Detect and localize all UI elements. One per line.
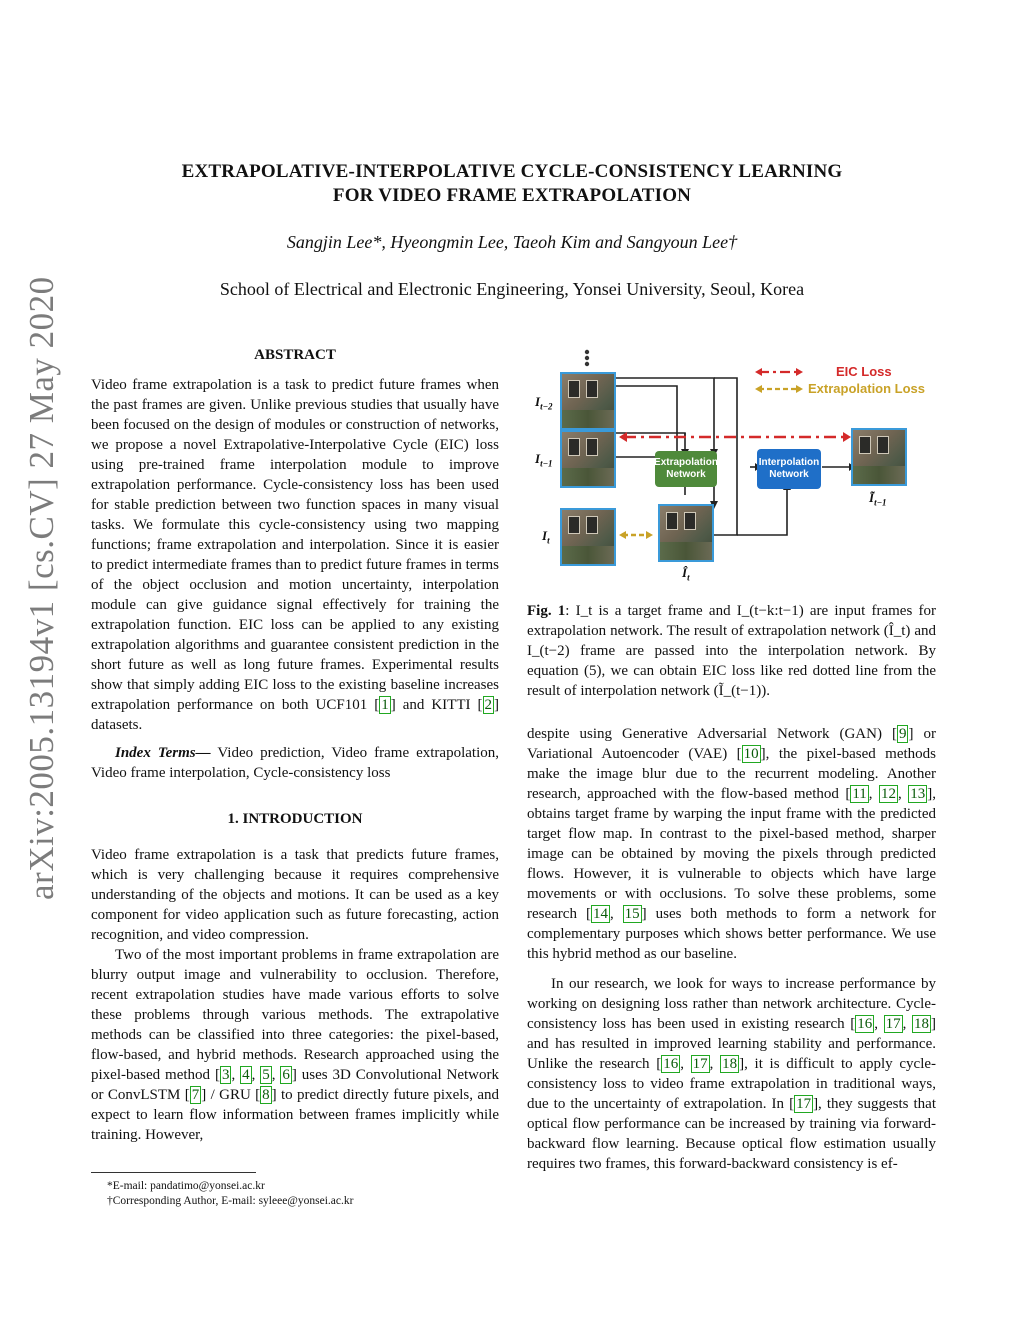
frame-t-minus-2	[560, 372, 616, 430]
abstract-body: Video frame extrapolation is a task to predict future frames when the past frames are given. Unlike previous studies that usually have been focused on the design of modules or construction of networks, we propose a novel Extrapolative-Interpolative Cycle (EIC) loss using pre-trained frame interpolation module to improve extrapolation performance. Cycle-consistency loss has been used for stable prediction between two function spaces in many visual tasks. We formulate this cycle-consistency using two mapping functions; frame extrapolation and interpolation. Since it is easier to predict intermediate frames than to predict future frames in terms of the object occlusion and motion uncertainty, interpolation module can give guidance signal effectively for training the extrapolation function. EIC loss can be applied to any existing extrapolation algorithms and guarantee consistent prediction in the short future as well as long future frames. Experimental results show that simply adding EIC loss to the existing baseline increases extrapolation performance on both UCF101 [ 1 ] and KITTI [ 2 ] datasets.	[91, 377, 499, 733]
citation-link[interactable]: 7	[191, 1087, 200, 1103]
label-i-t-minus-1: $I_{t-1}$	[535, 451, 553, 469]
abstract-heading: ABSTRACT	[254, 347, 336, 363]
frame-t-minus-1	[560, 430, 616, 488]
caption-text: : I_t is a target frame and I_(t−k:t−1) are input frames for extrapolation network. The result of extrapolation network (Î_t) and I_(t−2) frame are passed into the interpolation network. By equation (5), we can obtain EIC loss like red dotted line from the result of interpolation network (Ĩ_(t−1)).	[527, 603, 936, 699]
frame-predicted-t	[658, 504, 714, 562]
left-column	[91, 345, 499, 1145]
figure-1	[527, 345, 937, 590]
citation-link[interactable]: 16	[857, 1016, 873, 1032]
vertical-ellipsis-icon	[585, 350, 589, 366]
authors: Sangjin Lee*, Hyeongmin Lee, Taeoh Kim and Sangyoun Lee†	[286, 232, 738, 252]
index-terms: Index Terms— Video prediction, Video frame extrapolation, Video frame interpolation, Cycle-consistency loss	[91, 745, 499, 781]
paper-title	[0, 160, 1024, 208]
interpolation-network-box: Interpolation Network	[757, 449, 821, 489]
title-line-2: FOR VIDEO FRAME EXTRAPOLATION	[332, 185, 692, 206]
right-paragraph-2: In our research, we look for ways to increase performance by working on designing loss rather than network architecture. Cycle-consistency loss has been used in existing research [ 16 , 17 , 18 ] and has resulted in improved learning stability and performance. Unlike the research [ 16 , 17 , 18 ], it is difficult to apply cycle-consistency loss to video frame extrapolation in traditional ways, due to the uncertainty of extrapolation. In [ 17 ], they suggests that optical flow performance can be increased by training via forward-backward flow learning. Because optical flow estimation usually requires two frames, this forward-backward consistency is ef-	[527, 976, 937, 1172]
figure-caption	[527, 601, 936, 701]
footnote-rule	[91, 1172, 256, 1173]
extrapolation-loss-arrow	[619, 531, 653, 539]
citation-link[interactable]: 11	[852, 786, 867, 802]
connector-to-interp	[737, 486, 787, 535]
label-i-t: $I_t$	[542, 528, 550, 546]
citation-link[interactable]: 17	[692, 1056, 708, 1072]
intro-paragraph-1: Video frame extrapolation is a task that predicts future frames, which is very challenging because it requires comprehensive understanding of the objects and motions. It can be used as a key component for video application such as future forecasting, action recognition, and video compression.	[91, 847, 499, 943]
connector-t2-to-extrap	[616, 378, 714, 451]
affiliation: School of Electrical and Electronic Engineering, Yonsei University, Seoul, Korea	[219, 279, 805, 299]
legend-extrapolation-loss: Extrapolation Loss	[808, 381, 926, 396]
citation-link[interactable]: 13	[910, 786, 926, 802]
legend-eic-loss: EIC Loss	[836, 364, 892, 379]
citation-link[interactable]: 15	[624, 906, 640, 922]
right-paragraph-1: despite using Generative Adversarial Network (GAN) [ 9 ] or Variational Autoencoder (VAE) [ 10 ], the pixel-based methods make the image blur due to the recurrent modeling. Another research, approached with the flow-based method [ 11 , 12 , 13 ], obtains target frame by warping the input frame with the predicted target flow map. In contrast to the pixel-based method, sharper image can be obtained by moving the pixels through predicted flows. However, it is vulnerable to objects which have large movements or with occlusions. To solve these problems, some research [ 14 , 15 ] uses both methods to form a network for complementary purposes which shows better performance. We use this hybrid method as our baseline.	[527, 726, 937, 962]
citation-link[interactable]: 18	[914, 1016, 929, 1032]
citation-link[interactable]: 6	[282, 1067, 290, 1083]
citation-link[interactable]: 16	[663, 1056, 679, 1072]
citation-link[interactable]: 5	[262, 1067, 270, 1083]
label-i-t-minus-2: $I_{t-2}$	[535, 394, 553, 412]
legend-eic-symbol	[755, 368, 803, 376]
right-column	[527, 724, 936, 1174]
citation-link[interactable]: 17	[885, 1016, 901, 1032]
frame-t	[560, 508, 616, 566]
intro-paragraph-2: Two of the most important problems in frame extrapolation are blurry output image and vulnerability to occlusion. Therefore, recent extrapolation studies have made various efforts to solve these problems through various methods. The extrapolative methods can be classified into three categories: the pixel-based, flow-based, and hybrid methods. Research approached using the pixel-based method [ 3 , 4 , 5 , 6 ] uses 3D Convolutional Network or ConvLSTM [ 7 ] / GRU [ 8 ] to predict directly future pixels, and expect to learn flow information between frames implicitly while training. However,	[91, 947, 500, 1143]
connector-t2-back	[607, 386, 677, 457]
citation-link[interactable]: 14	[592, 906, 608, 922]
citation-link[interactable]: 12	[881, 786, 897, 802]
citation-link[interactable]: 3	[221, 1067, 230, 1083]
arxiv-identifier: arXiv:2005.13194v1 [cs.CV] 27 May 2020	[22, 276, 61, 900]
footnote-2: †Corresponding Author, E-mail: syleee@yonsei.ac.kr	[107, 1195, 354, 1207]
citation-link[interactable]: 8	[262, 1087, 270, 1103]
citation-link[interactable]: 9	[898, 726, 907, 742]
footnotes	[91, 1172, 499, 1209]
title-line-1: EXTRAPOLATIVE-INTERPOLATIVE CYCLE-CONSISTENCY LEARNING	[181, 161, 843, 182]
footnote-1: *E-mail: pandatimo@yonsei.ac.kr	[107, 1180, 265, 1192]
extrapolation-network-box: Extrapolation Network	[655, 451, 717, 487]
citation-link[interactable]: 17	[796, 1096, 812, 1112]
citation-link[interactable]: 2	[484, 697, 492, 713]
frame-interpolated-t-minus-1	[851, 428, 907, 486]
label-i-hat-t: $Î_t$	[682, 565, 690, 583]
citation-link[interactable]: 4	[242, 1067, 250, 1083]
citation-link[interactable]: 1	[381, 697, 389, 713]
intro-heading: 1. INTRODUCTION	[227, 811, 363, 827]
label-i-tilde-t-minus-1: $Ĩ_{t-1}$	[869, 490, 887, 508]
citation-link[interactable]: 18	[722, 1056, 738, 1072]
caption-label: Fig. 1	[527, 603, 566, 619]
legend-extra-symbol	[755, 385, 803, 393]
citation-link[interactable]: 10	[743, 746, 759, 762]
